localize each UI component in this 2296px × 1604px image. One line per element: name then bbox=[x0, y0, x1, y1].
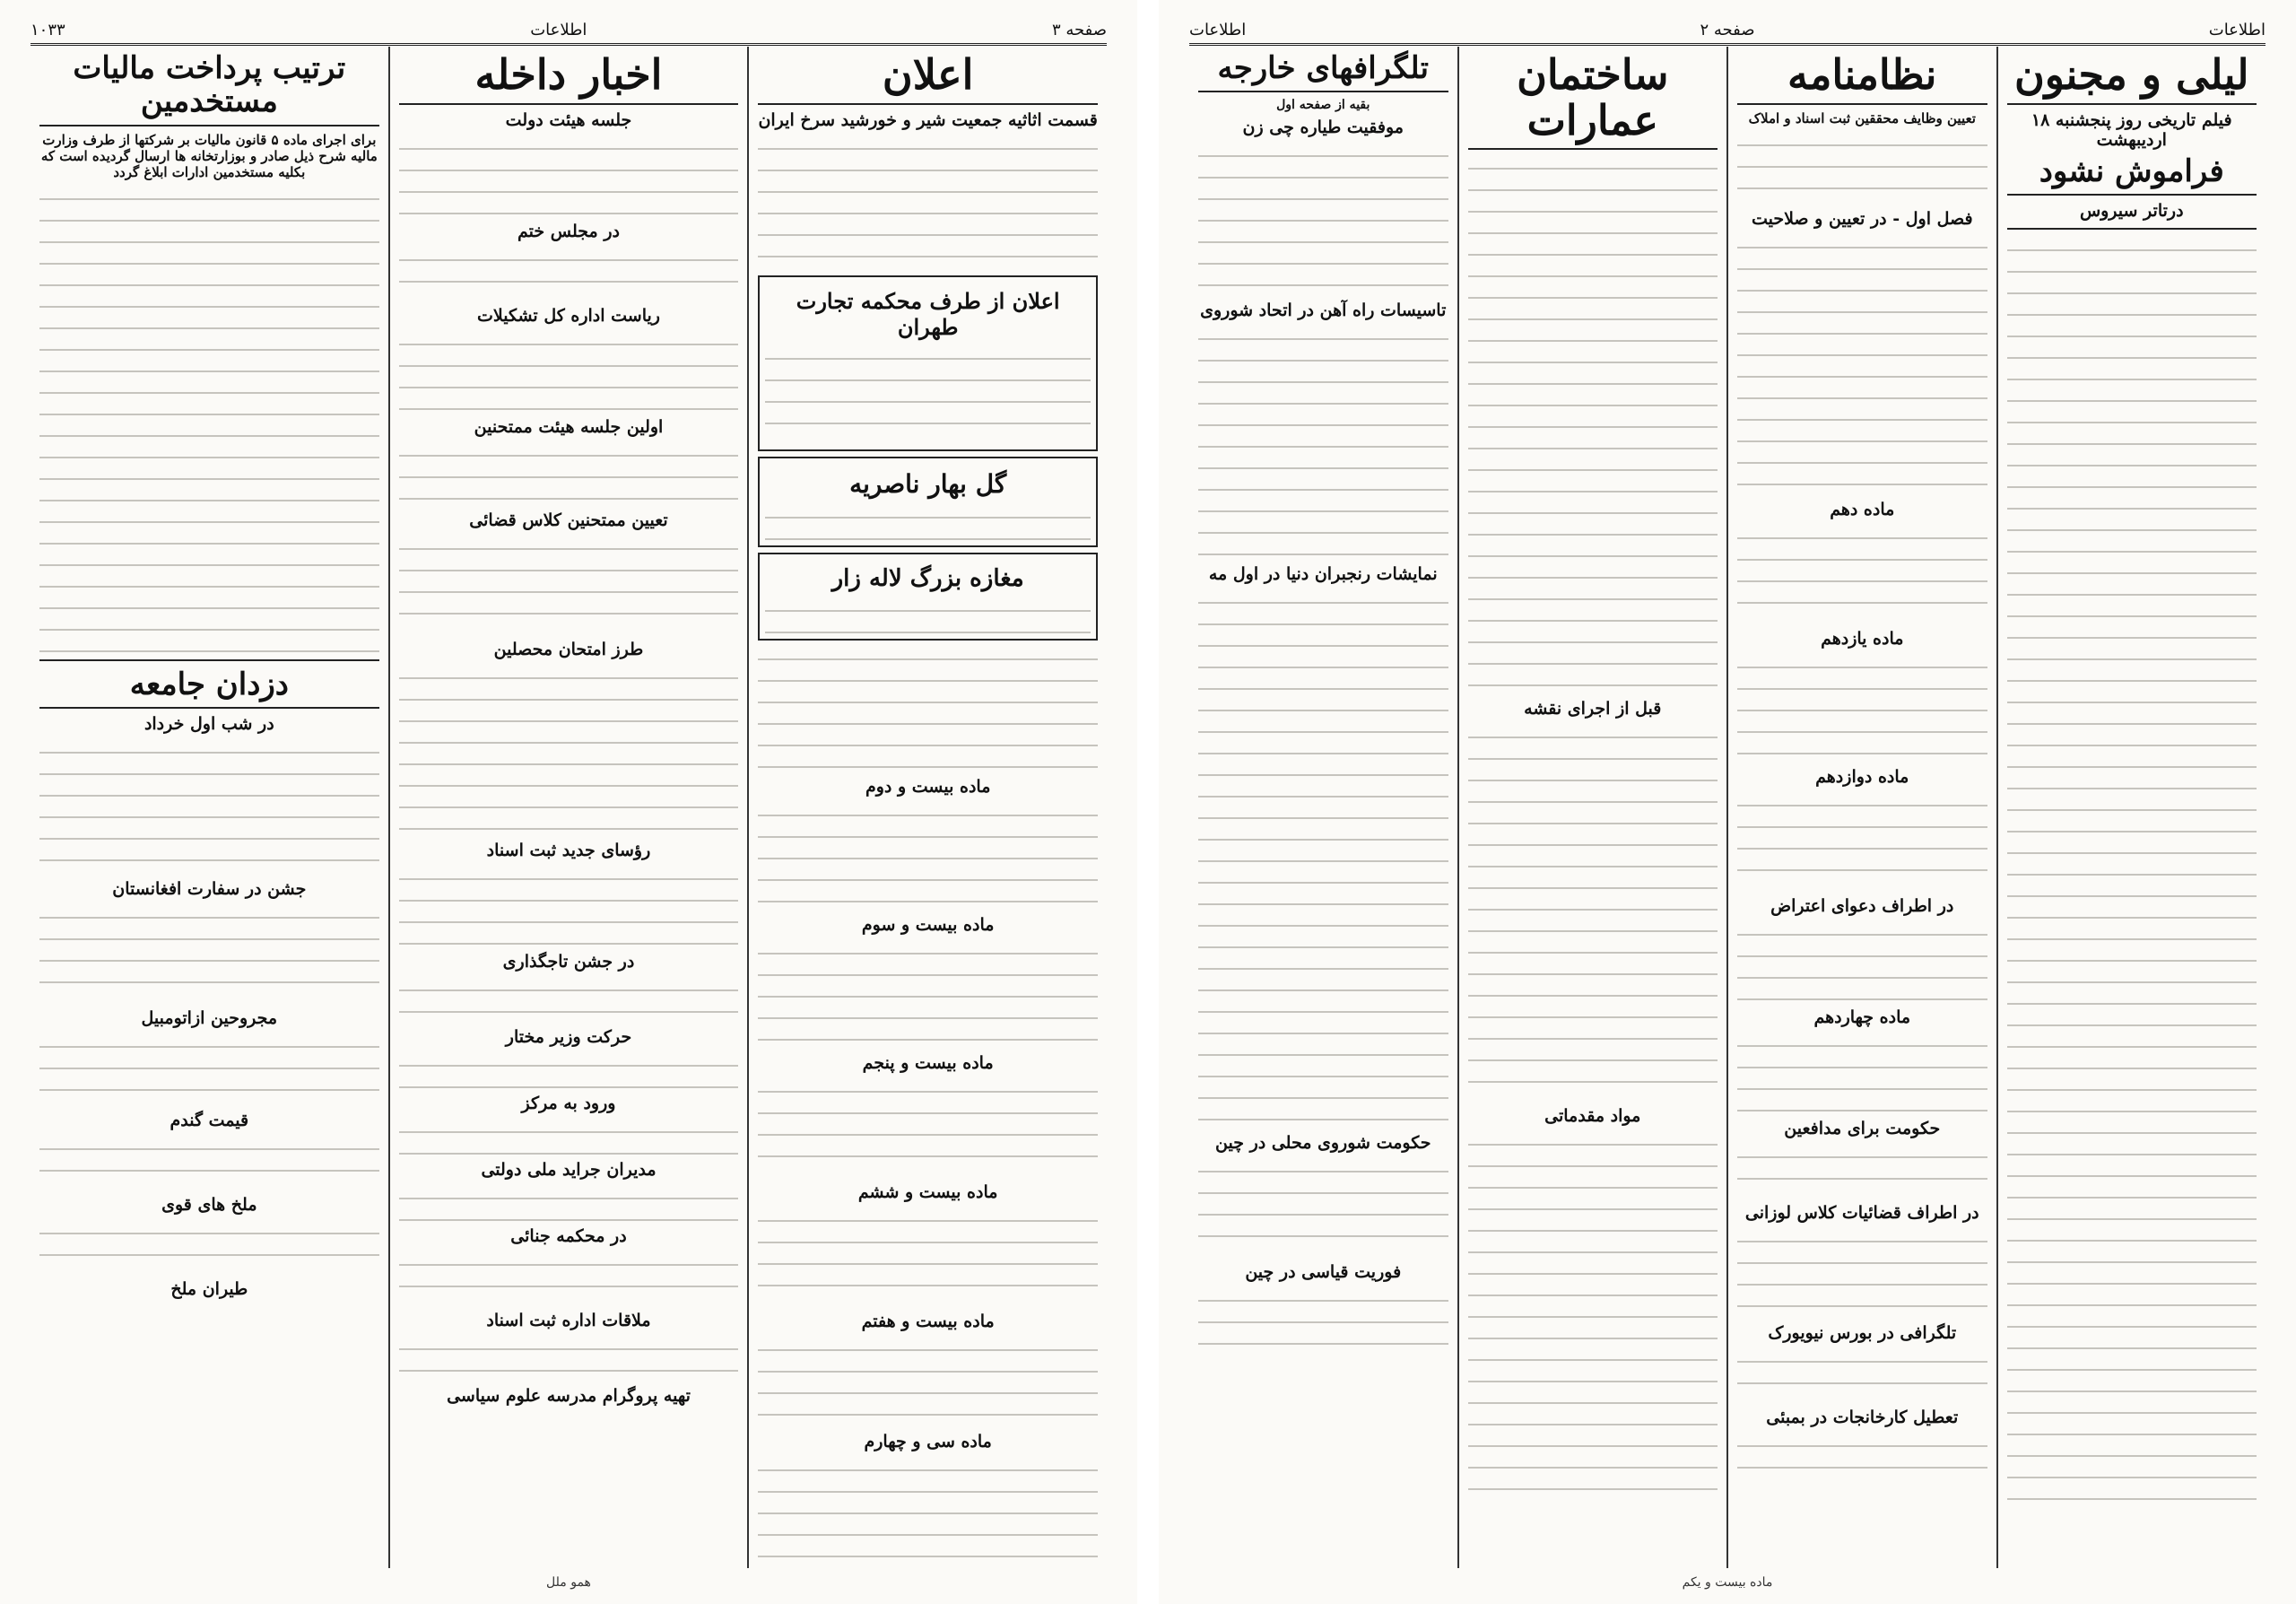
text-block bbox=[399, 442, 739, 505]
text-block bbox=[399, 1251, 739, 1305]
left-col-1 bbox=[30, 47, 388, 1568]
right-runhead-page-number: صفحه ۲ bbox=[1700, 20, 1755, 39]
article-heading: حکومت شوروی محلی در چین bbox=[1215, 1133, 1431, 1154]
text-block bbox=[39, 739, 379, 874]
article-heading: ماده چهاردهم bbox=[1813, 1007, 1911, 1027]
text-block bbox=[399, 247, 739, 301]
text-block bbox=[1198, 589, 1448, 1128]
article-heading: تهیه پروگرام مدرسه علوم سیاسی bbox=[447, 1385, 691, 1406]
text-block bbox=[399, 977, 739, 1022]
right-page bbox=[1159, 0, 2296, 1604]
article-heading: ریاست اداره کل تشکیلات bbox=[477, 305, 660, 326]
text-block bbox=[765, 345, 1091, 444]
article-heading: فصل اول - در تعیین و صلاحیت bbox=[1751, 208, 1973, 229]
article-heading: در اطراف دعوای اعتراض bbox=[1770, 895, 1954, 916]
announcement-headline: اعلان bbox=[758, 52, 1098, 105]
text-block bbox=[39, 904, 379, 1003]
text-block bbox=[1737, 1348, 1987, 1402]
article-heading: تعطیل کارخانجات در بمبئی bbox=[1766, 1407, 1959, 1427]
court-notice-box bbox=[758, 275, 1098, 451]
right-runhead-title-r: اطلاعات bbox=[2208, 20, 2266, 39]
text-block bbox=[1737, 132, 1987, 204]
text-block bbox=[39, 186, 379, 652]
ad-title-2: مغازه بزرگ لاله زار bbox=[831, 564, 1024, 592]
left-col-2 bbox=[388, 47, 748, 1568]
left-col-3 bbox=[747, 47, 1107, 1568]
regulation-headline: نظامنامه bbox=[1737, 52, 1987, 105]
article-heading: نمایشات رنجبران دنیا در اول مه bbox=[1208, 564, 1438, 585]
article-heading: موفقیت طیاره چی زن bbox=[1242, 118, 1404, 138]
article-heading: طرز امتحان محصلین bbox=[493, 639, 644, 659]
page-gutter bbox=[1137, 0, 1159, 1604]
text-block bbox=[765, 597, 1091, 633]
article-heading: تلگرافی در بورس نیویورک bbox=[1768, 1322, 1957, 1343]
text-block bbox=[1737, 1228, 1987, 1318]
divider bbox=[2007, 228, 2257, 230]
article-heading: حرکت وزیر مختار bbox=[505, 1026, 632, 1047]
left-runhead-title: اطلاعات bbox=[530, 20, 587, 39]
right-running-header bbox=[1189, 16, 2266, 46]
left-columns bbox=[30, 47, 1107, 1568]
article-heading: قبل از اجرای نقشه bbox=[1524, 699, 1662, 719]
text-block bbox=[1468, 1131, 1718, 1508]
text-block bbox=[1737, 1144, 1987, 1198]
text-block bbox=[1198, 326, 1448, 559]
text-block bbox=[399, 1119, 739, 1155]
article-heading: اولین جلسه هیئت ممتحنین bbox=[474, 416, 664, 437]
foreign-telegrams-headline: تلگرافهای خارجه bbox=[1198, 52, 1448, 92]
left-running-header bbox=[30, 16, 1107, 46]
text-block bbox=[399, 135, 739, 216]
article-heading: در مجلس ختم bbox=[517, 221, 620, 241]
ad-box-2 bbox=[758, 553, 1098, 641]
text-block bbox=[1198, 1158, 1448, 1257]
article-heading: تعیین ممتحنین کلاس قضائی bbox=[469, 510, 668, 530]
text-block bbox=[2007, 237, 2257, 1511]
right-runhead-title-l: اطلاعات bbox=[1189, 20, 1247, 39]
text-block bbox=[399, 866, 739, 946]
article-heading: ورود به مرکز bbox=[521, 1093, 616, 1113]
article-heading: در محکمه جنائی bbox=[510, 1225, 627, 1246]
article-heading: حکومت برای مدافعین bbox=[1784, 1118, 1941, 1138]
article-heading: ماده بیست و پنجم bbox=[862, 1052, 994, 1073]
text-block bbox=[39, 1220, 379, 1274]
text-block bbox=[758, 1207, 1098, 1306]
article-heading: تاسیسات راه آهن در اتحاد شوروی bbox=[1200, 301, 1447, 321]
film-date: فیلم تاریخی روز پنجشنبه ۱۸ اردیبهشت bbox=[2031, 109, 2232, 150]
construction-headline: ساختمان عمارات bbox=[1468, 52, 1718, 150]
text-block bbox=[399, 331, 739, 412]
film-headline: لیلی و مجنون bbox=[2007, 52, 2257, 105]
article-heading: ماده دوازدهم bbox=[1815, 766, 1909, 787]
text-block bbox=[1198, 143, 1448, 295]
continued-note: بقیه از صفحه اول bbox=[1276, 98, 1370, 113]
article-heading: مواد مقدماتی bbox=[1544, 1106, 1641, 1127]
film-venue: درتاتر سیروس bbox=[2079, 200, 2184, 221]
tax-article-sub: برای اجرای ماده ۵ قانون مالیات بر شرکتها از طرف وزارت مالیه شرح ذیل صادر و بوزارتخانه ها ارسال گردیده است که بکلیه مستخدمین ادارات ابلاغ گردد bbox=[40, 131, 378, 180]
text-block bbox=[1468, 724, 1718, 1101]
left-footer: همو ملل bbox=[546, 1575, 591, 1590]
article-heading: جشن در سفارت افغانستان bbox=[112, 879, 307, 900]
right-columns bbox=[1189, 47, 2266, 1568]
article-heading: ملاقات اداره ثبت اسناد bbox=[486, 1310, 651, 1330]
article-heading: ماده بیست و ششم bbox=[857, 1181, 998, 1202]
text-block bbox=[765, 504, 1091, 540]
text-block bbox=[1737, 1433, 1987, 1486]
divider bbox=[39, 659, 379, 661]
right-col-3 bbox=[1726, 47, 1996, 1568]
text-block bbox=[1737, 792, 1987, 891]
left-runhead-page-number: صفحه ۳ bbox=[1051, 20, 1107, 39]
text-block bbox=[1737, 921, 1987, 1002]
right-footer: ماده بیست و یکم bbox=[1682, 1575, 1773, 1590]
thieves-headline: دزدان جامعه bbox=[39, 668, 379, 709]
text-block bbox=[758, 802, 1098, 910]
article-heading: در اطراف قضائیات کلاس لوزانی bbox=[1744, 1202, 1979, 1223]
text-block bbox=[758, 646, 1098, 771]
article-heading: طیران ملخ bbox=[170, 1279, 248, 1300]
text-block bbox=[1468, 155, 1718, 693]
article-heading: فوریت قیاسی در چین bbox=[1245, 1262, 1402, 1283]
text-block bbox=[758, 1457, 1098, 1565]
article-heading: ملخ های قوی bbox=[161, 1195, 257, 1216]
domestic-news-headline: اخبار داخله bbox=[399, 52, 739, 105]
article-heading: ماده بیست و هفتم bbox=[861, 1311, 995, 1331]
article-heading: ماده سی و چهارم bbox=[864, 1431, 992, 1451]
text-block bbox=[758, 1078, 1098, 1177]
article-heading: رؤسای جدید ثبت اسناد bbox=[486, 840, 651, 860]
article-heading: مدیران جراید ملی دولتی bbox=[481, 1159, 657, 1180]
article-heading: جلسه هیئت دولت bbox=[505, 109, 632, 130]
text-block bbox=[1737, 525, 1987, 623]
right-col-1 bbox=[1189, 47, 1457, 1568]
left-page bbox=[0, 0, 1137, 1604]
text-block bbox=[399, 665, 739, 835]
text-block bbox=[758, 940, 1098, 1048]
ad-title-1: گل بهار ناصریه bbox=[849, 468, 1007, 499]
film-tagline: فراموش نشود bbox=[2007, 155, 2257, 196]
text-block bbox=[399, 536, 739, 634]
article-heading: مجروحین ازاتومبیل bbox=[141, 1008, 278, 1029]
announcement-sub: قسمت اثاثیه جمعیت شیر و خورشید سرخ ایران bbox=[758, 109, 1098, 130]
text-block bbox=[399, 1185, 739, 1221]
article-heading: ماده بیست و سوم bbox=[861, 914, 995, 935]
ad-box-1 bbox=[758, 457, 1098, 547]
article-heading: در جشن تاجگذاری bbox=[502, 951, 635, 972]
right-col-4 bbox=[1996, 47, 2266, 1568]
text-block bbox=[399, 1336, 739, 1381]
article-heading: قیمت گندم bbox=[170, 1111, 249, 1131]
regulation-sub: تعیین وظایف محققین ثبت اسناد و املاک bbox=[1748, 109, 1976, 126]
court-notice-title: اعلان از طرف محکمه تجارت طهران bbox=[796, 287, 1060, 340]
article-heading: در شب اول خرداد bbox=[144, 714, 274, 735]
article-heading: ماده دهم bbox=[1830, 499, 1895, 519]
article-heading: ماده یازدهم bbox=[1821, 628, 1904, 649]
article-heading: ماده بیست و دوم bbox=[865, 776, 991, 797]
text-block bbox=[1737, 654, 1987, 762]
text-block bbox=[39, 1033, 379, 1105]
left-runhead-issue: ۱۰۳۳ bbox=[30, 20, 65, 39]
text-block bbox=[1198, 1287, 1448, 1359]
text-block bbox=[758, 1337, 1098, 1426]
right-col-2 bbox=[1457, 47, 1727, 1568]
text-block bbox=[758, 135, 1098, 270]
tax-article-headline: ترتیب پرداخت مالیات مستخدمین bbox=[39, 52, 379, 126]
text-block bbox=[399, 1052, 739, 1088]
text-block bbox=[1737, 234, 1987, 494]
text-block bbox=[39, 1136, 379, 1190]
text-block bbox=[1737, 1033, 1987, 1113]
